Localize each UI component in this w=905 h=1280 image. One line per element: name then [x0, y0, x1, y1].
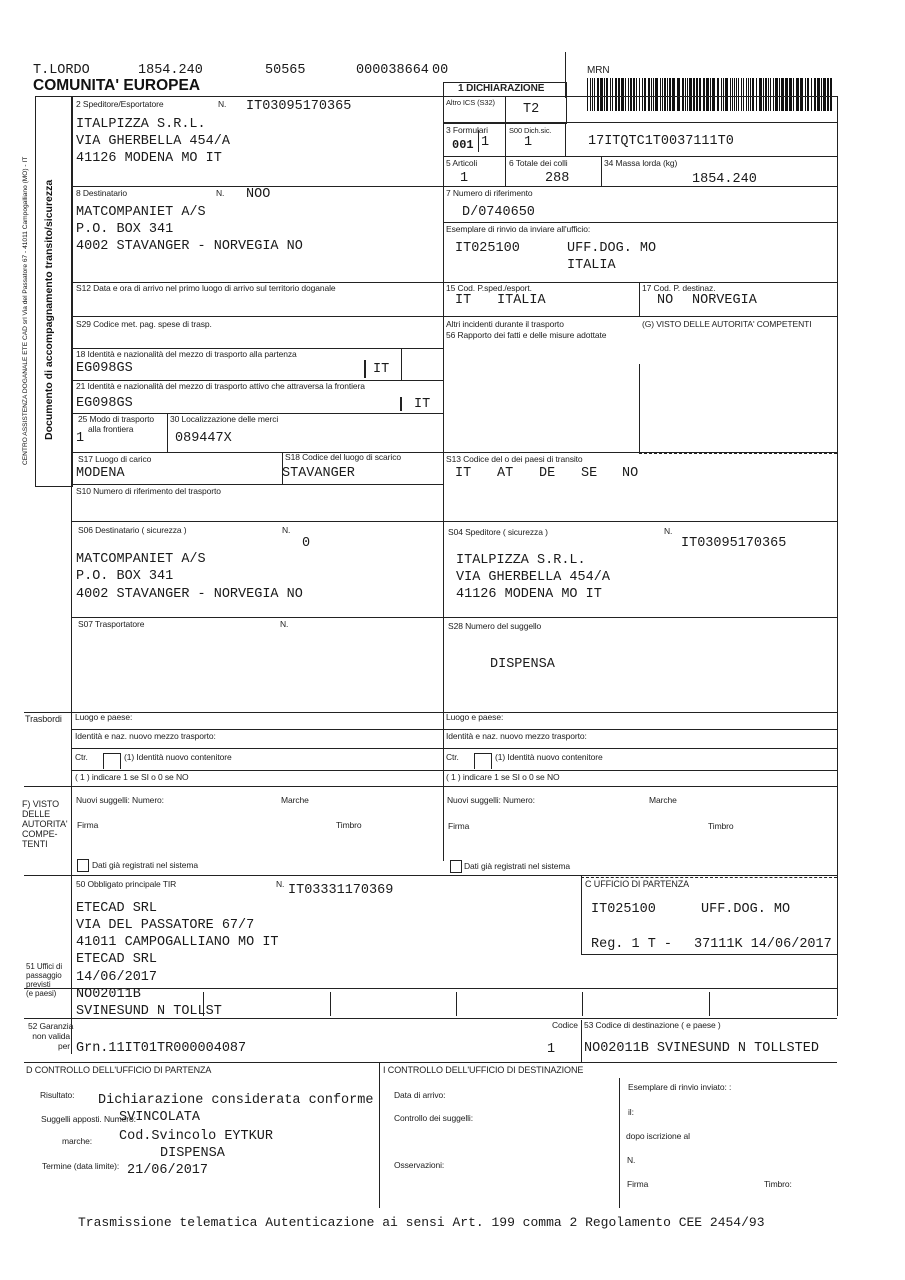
box-15-label: 15 Cod. P.sped./esport.: [446, 283, 532, 293]
box-8-label: 8 Destinatario: [76, 188, 128, 198]
marche-label: marche:: [62, 1136, 93, 1146]
box-53-label: 53 Codice di destinazione ( e paese ): [584, 1020, 721, 1030]
box-3-value-a: 001: [452, 138, 474, 152]
s04-label: S04 Speditore ( sicurezza ): [448, 527, 548, 537]
doc-title: Documento di accompagnamento transito/sicurezza: [43, 179, 55, 440]
box-8-line-3: 4002 STAVANGER - NORVEGIA NO: [76, 239, 303, 254]
altri-label-1: Altri incidenti durante il trasporto: [446, 319, 564, 329]
box-25-label: 25 Modo di trasporto: [78, 414, 154, 424]
box-2-line-1: ITALPIZZA S.R.L.: [76, 117, 206, 132]
box-c-reg: Reg. 1 T -: [591, 937, 673, 952]
box-5-value: 1: [460, 171, 469, 186]
box-1-value: T2: [523, 102, 540, 117]
s17-value: MODENA: [76, 466, 125, 481]
box-50-n-value: IT03331170369: [288, 883, 394, 898]
esemplare-office: IT025100: [455, 241, 520, 256]
box-2-line-2: VIA GHERBELLA 454/A: [76, 134, 230, 149]
trasbordi-identita-right: Identità e naz. nuovo mezzo trasporto:: [446, 731, 587, 741]
box-3-value-b: 1: [481, 135, 490, 150]
visto-label: F) VISTO DELLE AUTORITA' COMPE- TENTI: [22, 799, 68, 849]
box-50-line-4: ETECAD SRL: [76, 952, 158, 967]
trasbordi-identita-left: Identità e naz. nuovo mezzo trasporto:: [75, 731, 216, 741]
s28-label: S28 Numero del suggello: [448, 621, 542, 631]
osservazioni-label: Osservazioni:: [394, 1160, 445, 1170]
box-8-line-2: P.O. BOX 341: [76, 222, 174, 237]
visto-firma-right: Firma: [448, 821, 470, 831]
box-17-country: NORVEGIA: [692, 293, 757, 308]
s06-line-1: MATCOMPANIET A/S: [76, 552, 206, 567]
s06-n-label: N.: [282, 525, 291, 535]
s13-country-4: SE: [581, 466, 598, 481]
box-6-label: 6 Totale dei colli: [509, 158, 568, 168]
box-5-label: 5 Articoli: [446, 158, 478, 168]
s00-label: S00 Dich.sic.: [509, 126, 552, 135]
t-lordo-value: 1854.240: [138, 63, 203, 78]
rinvio-timbro: Timbro:: [764, 1179, 792, 1189]
s13-country-5: NO: [622, 466, 639, 481]
s06-line-2: P.O. BOX 341: [76, 569, 174, 584]
box-3-label: 3 Formulari: [446, 125, 488, 135]
box-34-label: 34 Massa lorda (kg): [604, 158, 678, 168]
trasbordi-contenitore-left: (1) Identità nuovo contenitore: [124, 752, 232, 762]
s06-n-value: 0: [302, 536, 311, 551]
s17-label: S17 Luogo di carico: [78, 454, 152, 464]
dati-checkbox-left[interactable]: [77, 859, 89, 872]
header-code-2: 000038664: [356, 63, 429, 78]
visto-nuovi-left: Nuovi suggelli: Numero:: [76, 795, 164, 805]
marche-value-2: DISPENSA: [160, 1146, 225, 1161]
s28-value: DISPENSA: [490, 657, 555, 672]
box-50-line-5: 14/06/2017: [76, 970, 158, 985]
box-15-country: ITALIA: [497, 293, 546, 308]
box-21-value: EG098GS: [76, 396, 133, 411]
data-arrivo-label: Data di arrivo:: [394, 1090, 446, 1100]
box-51-code: NO02011B: [76, 987, 141, 1002]
s13-country-1: IT: [455, 466, 472, 481]
box-18-nat: IT: [373, 362, 390, 377]
s13-country-3: DE: [539, 466, 556, 481]
box-18-value: EG098GS: [76, 361, 133, 376]
esemplare-country: ITALIA: [567, 258, 616, 273]
s04-line-2: VIA GHERBELLA 454/A: [456, 570, 610, 585]
risultato-value: Dichiarazione considerata conforme: [98, 1093, 374, 1108]
box-c-name: UFF.DOG. MO: [701, 902, 791, 917]
t-lordo-label: T.LORDO: [33, 63, 90, 78]
visto-marche-right: Marche: [649, 795, 677, 805]
controllo-label: Controllo dei suggelli:: [394, 1113, 473, 1123]
box-c-label: C UFFICIO DI PARTENZA: [585, 879, 690, 889]
box-21-nat: IT: [414, 397, 431, 412]
box-34-value: 1854.240: [692, 172, 757, 187]
box-8-line-1: MATCOMPANIET A/S: [76, 205, 206, 220]
printer-info: CENTRO ASSISTENZA DOGANALE ETE CAD srl Via del Passatore 67 - 41011 Campogalliano (MO) - IT: [22, 156, 29, 465]
box-2-n-label: N.: [218, 99, 227, 109]
s04-line-1: ITALPIZZA S.R.L.: [456, 553, 586, 568]
box-15-code: IT: [455, 293, 472, 308]
header-code-3: 00: [432, 63, 449, 78]
visto-timbro-right: Timbro: [708, 821, 734, 831]
box-50-line-2: VIA DEL PASSATORE 67/7: [76, 918, 255, 933]
visto-nuovi-right: Nuovi suggelli: Numero:: [447, 795, 535, 805]
box-i-label: I CONTROLLO DELL'UFFICIO DI DESTINAZIONE: [383, 1065, 584, 1075]
box-17-label: 17 Cod. P. destinaz.: [642, 283, 716, 293]
s07-n-label: N.: [280, 619, 289, 629]
box-51-name: SVINESUND N TOLLST: [76, 1004, 222, 1019]
s06-label: S06 Destinatario ( sicurezza ): [78, 525, 187, 535]
rinvio-dopo: dopo iscrizione al: [626, 1131, 690, 1141]
rinvio-label: Esemplare di rinvio inviato: :: [628, 1082, 732, 1092]
box-25-label-2: alla frontiera: [88, 424, 134, 434]
trasbordi-label: Trasbordi: [25, 714, 62, 724]
visto-marche-left: Marche: [281, 795, 309, 805]
termine-label: Termine (data limite):: [42, 1161, 120, 1171]
s07-label: S07 Trasportatore: [78, 619, 145, 629]
box-2-line-3: 41126 MODENA MO IT: [76, 151, 222, 166]
box-c-reg-value: 37111K 14/06/2017: [694, 937, 832, 952]
box-50-n-label: N.: [276, 879, 285, 889]
visto-timbro-left: Timbro: [336, 820, 362, 830]
box-25-value: 1: [76, 431, 85, 446]
visto-dati-left: Dati già registrati nel sistema: [92, 860, 199, 870]
box-8-n-value: NOO: [246, 187, 271, 202]
visto-firma-left: Firma: [77, 820, 99, 830]
box-7-value: D/0740650: [462, 205, 535, 220]
mrn-value: 17ITQTC1T0037111T0: [588, 134, 734, 149]
box-52-label: 52 Garanzia non valida per: [28, 1021, 74, 1051]
s18-label: S18 Codice del luogo di scarico: [285, 452, 401, 462]
box-30-label: 30 Localizzazione delle merci: [170, 414, 279, 424]
box-50-line-3: 41011 CAMPOGALLIANO MO IT: [76, 935, 279, 950]
risultato-label: Risultato:: [40, 1090, 75, 1100]
esemplare-label: Esemplare di rinvio da inviare all'ufficio:: [446, 224, 591, 234]
box-c-office: IT025100: [591, 902, 656, 917]
s10-label: S10 Numero di riferimento del trasporto: [76, 486, 221, 496]
box-1-sub-label: Altro ICS (S32): [446, 98, 495, 107]
dati-checkbox-right[interactable]: [450, 860, 462, 873]
rinvio-il: il:: [628, 1107, 634, 1117]
suggelli-label: Suggelli apposti. Numero:: [41, 1114, 136, 1124]
box-2-label: 2 Speditore/Esportatore: [76, 99, 164, 109]
box-21-label: 21 Identità e nazionalità del mezzo di trasporto attivo che attraversa la frontiera: [76, 381, 365, 391]
s04-n-value: IT03095170365: [681, 536, 787, 551]
box-6-value: 288: [545, 171, 570, 186]
trasbordi-indicare-left: ( 1 ) indicare 1 se SI o 0 se NO: [75, 772, 189, 782]
rinvio-n: N.: [627, 1155, 636, 1165]
trasbordi-contenitore-right: (1) Identità nuovo contenitore: [495, 752, 603, 762]
suggelli-value: SVINCOLATA: [119, 1110, 201, 1125]
box-g-label: (G) VISTO DELLE AUTORITA' COMPETENTI: [642, 319, 812, 329]
altri-label-2: 56 Rapporto dei fatti e delle misure adottate: [446, 330, 607, 340]
s00-value: 1: [524, 135, 533, 150]
s12-label: S12 Data e ora di arrivo nel primo luogo di arrivo sul territorio doganale: [76, 283, 336, 293]
trasbordi-luogo-left: Luogo e paese:: [75, 712, 133, 722]
box-1-label: 1 DICHIARAZIONE: [458, 83, 545, 94]
s13-label: S13 Codice del o dei paesi di transito: [446, 454, 583, 464]
esemplare-name: UFF.DOG. MO: [567, 241, 657, 256]
trasbordi-luogo-right: Luogo e paese:: [446, 712, 504, 722]
box-51-label: 51 Uffici di passaggio previsti (e paesi): [26, 962, 63, 998]
box-50-line-1: ETECAD SRL: [76, 901, 158, 916]
trasbordi-ctr-left: Ctr.: [75, 752, 88, 762]
marche-value: Cod.Svincolo EYTKUR: [119, 1129, 273, 1144]
footer-text: Trasmissione telematica Autenticazione ai sensi Art. 199 comma 2 Regolamento CEE 2454/93: [78, 1215, 765, 1230]
termine-value: 21/06/2017: [127, 1163, 209, 1178]
s13-country-2: AT: [497, 466, 514, 481]
box-53-value: NO02011B SVINESUND N TOLLSTED: [584, 1041, 819, 1056]
visto-dati-right: Dati già registrati nel sistema: [464, 861, 571, 871]
trasbordi-indicare-right: ( 1 ) indicare 1 se SI o 0 se NO: [446, 772, 560, 782]
page-title: COMUNITA' EUROPEA: [33, 77, 201, 94]
s04-line-3: 41126 MODENA MO IT: [456, 587, 602, 602]
box-17-code: NO: [657, 293, 674, 308]
box-d-label: D CONTROLLO DELL'UFFICIO DI PARTENZA: [26, 1065, 212, 1075]
rinvio-firma: Firma: [627, 1179, 649, 1189]
box-30-value: 089447X: [175, 431, 232, 446]
box-18-label: 18 Identità e nazionalità del mezzo di trasporto alla partenza: [76, 349, 297, 359]
s06-line-3: 4002 STAVANGER - NORVEGIA NO: [76, 587, 303, 602]
s29-label: S29 Codice met. pag. spese di trasp.: [76, 319, 212, 329]
box-52-codice-value: 1: [547, 1042, 556, 1057]
box-7-label: 7 Numero di riferimento: [446, 188, 533, 198]
trasbordi-ctr-right: Ctr.: [446, 752, 459, 762]
barcode-icon: [587, 78, 832, 111]
mrn-label: MRN: [587, 65, 610, 76]
s04-n-label: N.: [664, 526, 673, 536]
s18-value: STAVANGER: [282, 466, 355, 481]
box-52-codice-label: Codice: [552, 1020, 578, 1030]
box-50-label: 50 Obbligato principale TIR: [76, 879, 177, 889]
header-code-1: 50565: [265, 63, 306, 78]
box-8-n-label: N.: [216, 188, 225, 198]
box-2-n-value: IT03095170365: [246, 99, 352, 114]
box-52-value: Grn.11IT01TR000004087: [76, 1041, 247, 1056]
